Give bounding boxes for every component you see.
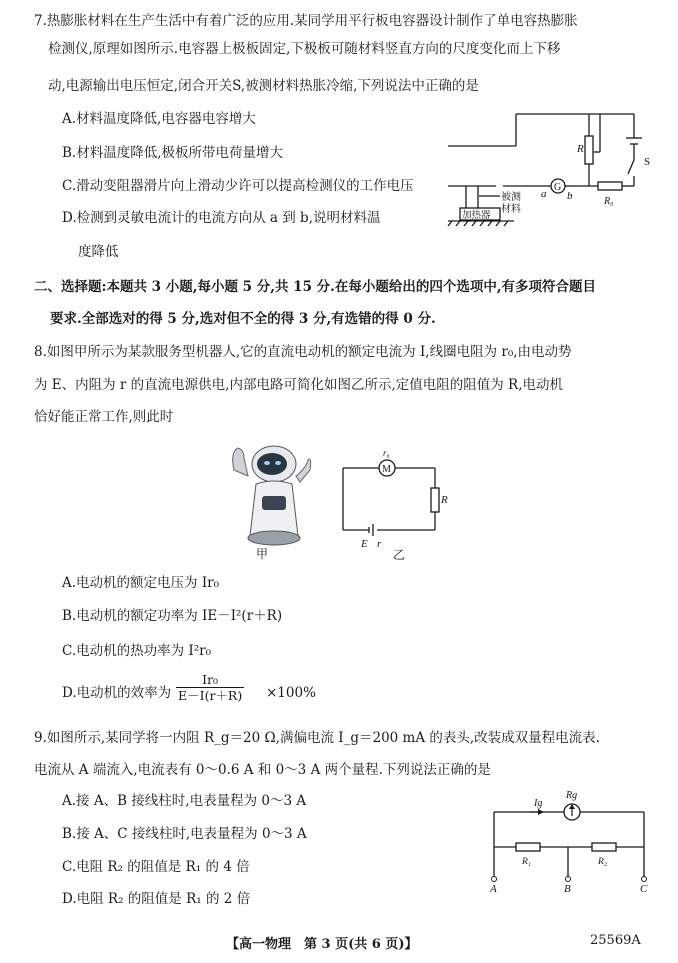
- q7-label-s: S: [644, 156, 651, 168]
- q8-option-b: B.电动机的额定功率为 IE－I²(r＋R): [62, 608, 283, 624]
- q7-stem-line3: 动,电源输出电压恒定,闭合开关S,被测材料热胀冷缩,下列说法中正确的是: [48, 78, 479, 94]
- q8-option-d-denominator: E－I(r＋R): [178, 688, 243, 703]
- q8-label-e: E: [361, 538, 368, 550]
- q8-option-a: A.电动机的额定电压为 Ir₀: [62, 575, 220, 591]
- q8-label-r-internal: r: [377, 538, 382, 550]
- q8-label-r-resistor: R: [441, 494, 448, 506]
- q8-label-m: M: [382, 464, 391, 475]
- q9-circuit-figure: [488, 788, 658, 895]
- q9-option-c: C.电阻 R₂ 的阻值是 R₁ 的 4 倍: [62, 859, 250, 875]
- q8-option-d-numerator: Ir₀: [176, 672, 244, 688]
- q9-stem-line2: 电流从 A 端流入,电流表有 0～0.6 A 和 0～3 A 两个量程.下列说法正确的是: [34, 762, 491, 778]
- q7-label-r: R: [577, 143, 584, 155]
- q9-label-b: B: [564, 883, 571, 895]
- q7-circuit-figure: [448, 108, 658, 238]
- q7-option-d-line1: D.检测到灵敏电流计的电流方向从 a 到 b,说明材料温: [62, 210, 381, 226]
- q9-label-c: C: [640, 883, 648, 895]
- q9-option-b: B.接 A、C 接线柱时,电表量程为 0～3 A: [62, 826, 307, 842]
- q8-stem-line2: 为 E、内阻为 r 的直流电源供电,内部电路可简化如图乙所示,定值电阻的阻值为 R,电动机: [34, 377, 564, 393]
- q8-option-d-suffix: ×100%: [266, 685, 316, 701]
- page-footer-code: 25569A: [590, 933, 641, 948]
- q8-option-c: C.电动机的热功率为 I²r₀: [62, 643, 212, 659]
- q7-stem-line2: 检测仪,原理如图所示.电容器上极板固定,下极板可随材料竖直方向的尺度变化而上下移: [48, 41, 561, 57]
- q7-option-c: C.滑动变阻器滑片向上滑动少许可以提高检测仪的工作电压: [62, 178, 414, 194]
- q8-stem-line3: 恰好能正常工作,则此时: [34, 409, 174, 425]
- q9-option-a: A.接 A、B 接线柱时,电表量程为 0～3 A: [62, 793, 307, 809]
- q9-label-r2: R₂: [598, 857, 608, 867]
- section2-heading-line2: 要求.全部选对的得 5 分,选对但不全的得 3 分,有选错的得 0 分.: [50, 311, 436, 327]
- q7-label-material-2: 材料: [501, 204, 521, 215]
- q7-label-g: G: [554, 182, 562, 193]
- q8-circuit-figure: [343, 448, 448, 550]
- q7-label-a: a: [541, 188, 547, 200]
- q8-option-d-fraction: [176, 672, 244, 703]
- page-footer-title: 【高一物理 第 3 页(共 6 页)】: [226, 937, 418, 952]
- q7-label-b: b: [567, 190, 573, 202]
- q7-option-a: A.材料温度降低,电容器电容增大: [62, 111, 256, 127]
- q9-label-rg: Rg: [566, 790, 578, 801]
- q7-option-b: B.材料温度降低,极板所带电荷量增大: [62, 145, 284, 161]
- q7-stem-line1: 7.热膨胀材料在生产生活中有着广泛的应用.某同学用平行板电容器设计制作了单电容热膨胀: [34, 13, 578, 29]
- section2-heading-line1: 二、选择题:本题共 3 小题,每小题 5 分,共 15 分.在每小题给出的四个选项中,有多项符合题目: [34, 279, 597, 295]
- q9-label-a: A: [490, 883, 497, 895]
- q8-label-yi: 乙: [393, 548, 406, 562]
- q8-option-d-prefix: D.电动机的效率为: [62, 685, 172, 701]
- q7-label-material-1: 被测: [501, 192, 521, 203]
- q7-label-r0: R₀: [604, 196, 614, 207]
- q9-stem-line1: 9.如图所示,某同学将一内阻 R_g＝20 Ω,满偏电流 I_g＝200 mA 的表头,改装成双量程电流表.: [34, 730, 600, 746]
- q9-label-r1: R₁: [522, 857, 532, 867]
- q7-label-heater: 加热器: [462, 211, 491, 221]
- q8-robot-figure: [226, 440, 316, 550]
- q9-label-ig: Ig: [534, 798, 543, 809]
- q8-label-r0: r₀: [383, 448, 390, 458]
- q8-label-jia: 甲: [256, 547, 269, 561]
- q7-option-d-line2: 度降低: [78, 244, 119, 260]
- q9-option-d: D.电阻 R₂ 的阻值是 R₁ 的 2 倍: [62, 891, 251, 907]
- q8-stem-line1: 8.如图甲所示为某款服务型机器人,它的直流电动机的额定电流为 I,线圈电阻为 r₀,由电动势: [34, 344, 572, 360]
